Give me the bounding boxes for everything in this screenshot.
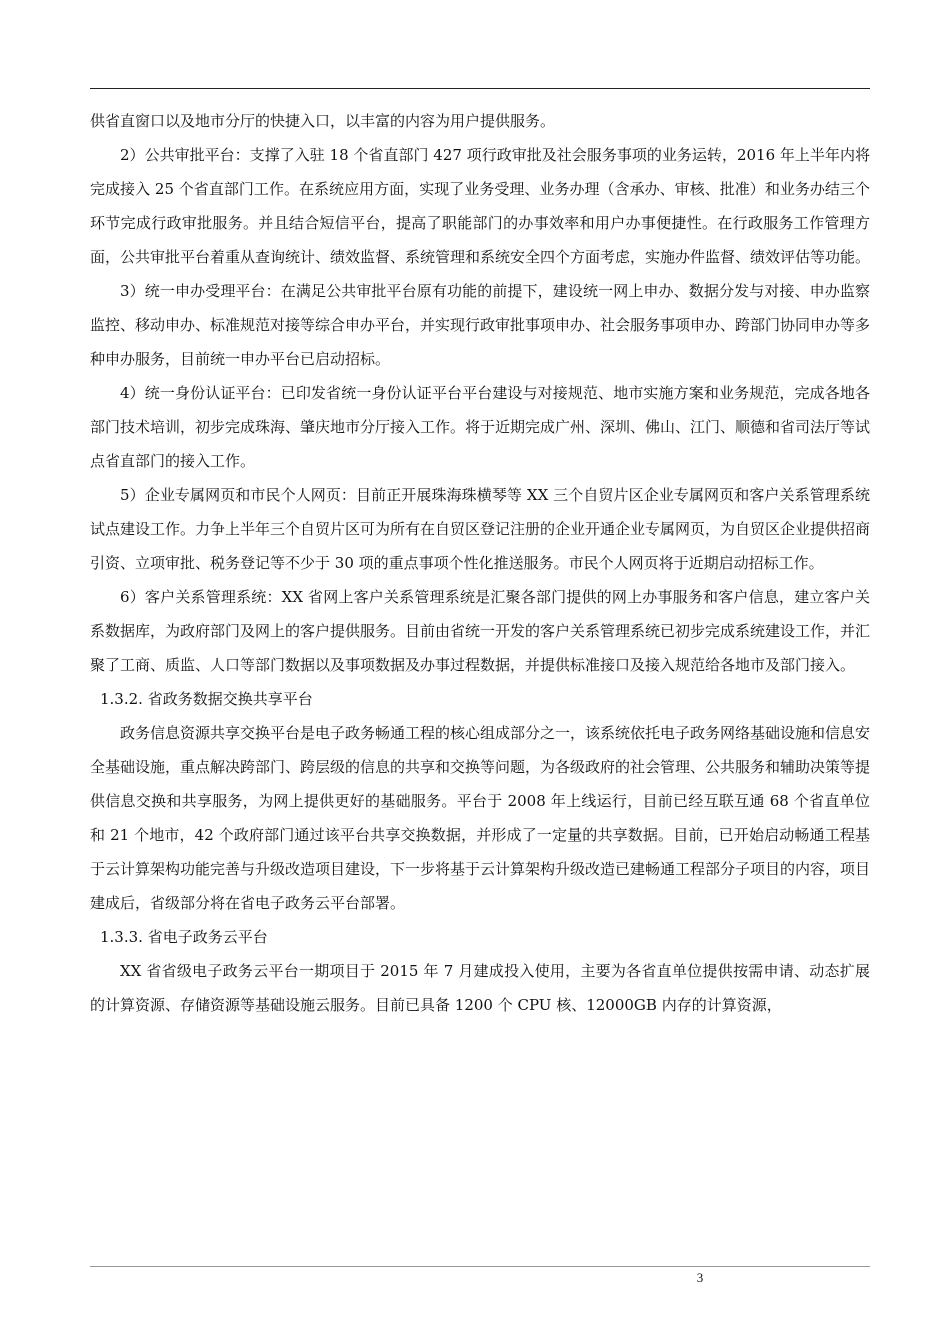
paragraph-identity-auth-platform: 4）统一身份认证平台：已印发省统一身份认证平台平台建设与对接规范、地市实施方案和业务规范，完成各地各部门技术培训，初步完成珠海、肇庆地市分厅接入工作。将于近期完成广州、深圳、佛山、江门、顺德和省司法厅等试点省直部门的接入工作。 — [90, 384, 871, 470]
footer-rule — [90, 1266, 870, 1267]
section-heading-cloud-platform: 1.3.3. 省电子政务云平台 — [100, 928, 268, 946]
paragraph-data-exchange: 政务信息资源共享交换平台是电子政务畅通工程的核心组成部分之一，该系统依托电子政务网络基础设施和信息安全基础设施，重点解决跨部门、跨层级的信息的共享和交换等问题，为各级政府的社会管理、公共服务和辅助决策等提供信息交换和共享服务，为网上提供更好的基础服务。平台于 2008 年上线运行，目前已经互联互通 68 个省直单位和 21 个地市，42 个政府部门通过该平台共享交换数据，并形成了一定量的共享数据。目前，已开始启动畅通工程基于云计算架构功能完善与升级改造项目建设，下一步将基于云计算架构升级改造已建畅通工程部分子项目的内容，项目建成后，省级部分将在省电子政务云平台部署。 — [90, 724, 871, 912]
document-body — [90, 104, 870, 1022]
paragraph-cloud-platform: XX 省省级电子政务云平台一期项目于 2015 年 7 月建成投入使用，主要为各省直单位提供按需申请、动态扩展的计算资源、存储资源等基础设施云服务。目前已具备 1200 个 CPU 核、12000GB 内存的计算资源， — [90, 962, 870, 1014]
paragraph-continuation: 供省直窗口以及地市分厅的快捷入口，以丰富的内容为用户提供服务。 — [90, 112, 556, 130]
paragraph-unified-application-platform: 3）统一申办受理平台：在满足公共审批平台原有功能的前提下，建设统一网上申办、数据分发与对接、申办监察监控、移动申办、标准规范对接等综合申办平台，并实现行政审批事项申办、社会服务事项申办、跨部门协同申办等多种申办服务，目前统一申办平台已启动招标。 — [90, 282, 871, 368]
paragraph-enterprise-citizen-pages: 5）企业专属网页和市民个人网页：目前正开展珠海珠横琴等 XX 三个自贸片区企业专属网页和客户关系管理系统试点建设工作。力争上半年三个自贸片区可为所有在自贸区登记注册的企业开通企业专属网页，为自贸区企业提供招商引资、立项审批、税务登记等不少于 30 项的重点事项个性化推送服务。市民个人网页将于近期启动招标工作。 — [90, 486, 871, 572]
section-heading-data-exchange: 1.3.2. 省政务数据交换共享平台 — [100, 690, 313, 708]
page-number: 3 — [696, 1270, 704, 1285]
paragraph-public-approval-platform: 2）公共审批平台：支撑了入驻 18 个省直部门 427 项行政审批及社会服务事项的业务运转，2016 年上半年内将完成接入 25 个省直部门工作。在系统应用方面，实现了业务受理、业务办理（含承办、审核、批准）和业务办结三个环节完成行政审批服务。并且结合短信平台，提高了职能部门的办事效率和用户办事便捷性。在行政服务工作管理方面，公共审批平台着重从查询统计、绩效监督、系统管理和系统安全四个方面考虑，实施办件监督、绩效评估等功能。 — [90, 146, 871, 266]
paragraph-crm-system: 6）客户关系管理系统：XX 省网上客户关系管理系统是汇聚各部门提供的网上办事服务和客户信息，建立客户关系数据库，为政府部门及网上的客户提供服务。目前由省统一开发的客户关系管理系统已初步完成系统建设工作，并汇聚了工商、质监、人口等部门数据以及事项数据及办事过程数据，并提供标准接口及接入规范给各地市及部门接入。 — [90, 588, 871, 674]
header-rule — [90, 88, 870, 89]
